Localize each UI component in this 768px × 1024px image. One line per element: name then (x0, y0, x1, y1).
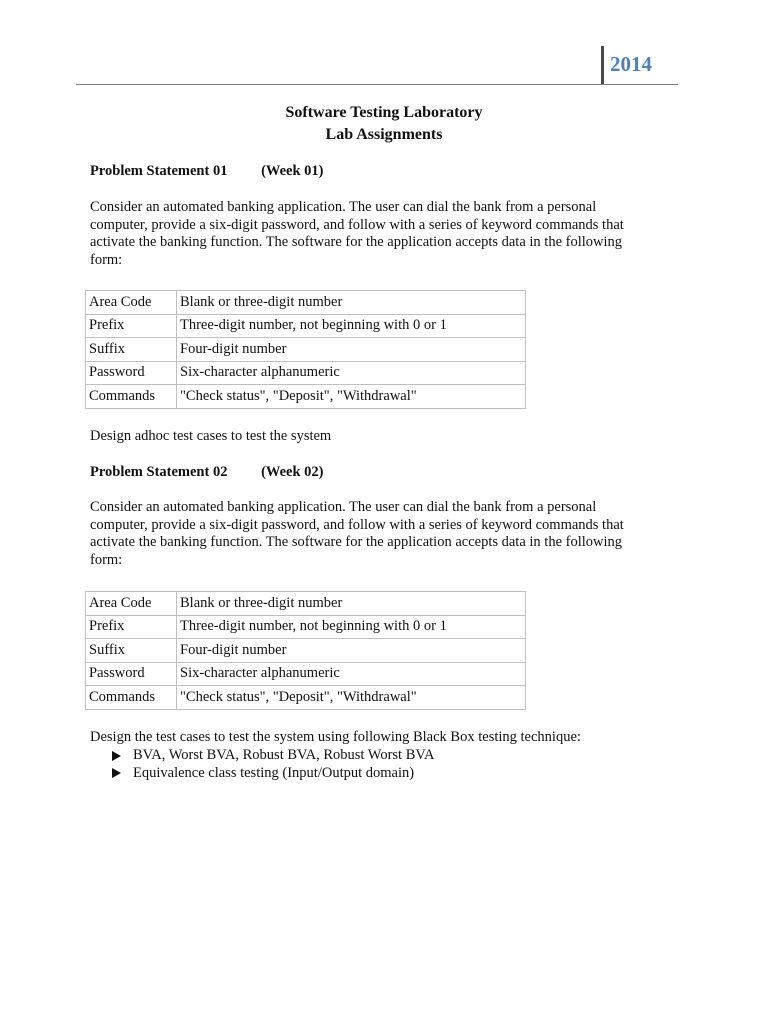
field-name: Suffix (86, 639, 177, 663)
field-value: Three-digit number, not beginning with 0 or 1 (177, 615, 526, 639)
list-item-text: Equivalence class testing (Input/Output domain) (133, 764, 415, 781)
input-spec-table (85, 591, 526, 710)
field-value: Blank or three-digit number (177, 592, 526, 616)
problem-heading (90, 163, 324, 180)
field-value: Blank or three-digit number (177, 291, 526, 315)
field-value: "Check status", "Deposit", "Withdrawal" (177, 385, 526, 409)
field-name: Suffix (86, 338, 177, 362)
document-title: Software Testing Laboratory (285, 104, 483, 121)
document-subtitle: Lab Assignments (325, 126, 443, 143)
problem-intro: Consider an automated banking application. The user can dial the bank from a personal computer, provide a six-digit password, and follow with a series of keyword commands that activate the banking function. The software for the application accepts data in the following form: (90, 499, 624, 568)
problem-intro: Consider an automated banking application. The user can dial the bank from a personal computer, provide a six-digit password, and follow with a series of keyword commands that activate the banking function. The software for the application accepts data in the following form: (90, 199, 624, 268)
field-name: Password (86, 361, 177, 385)
field-name: Area Code (86, 291, 177, 315)
field-value: Four-digit number (177, 338, 526, 362)
field-name: Commands (86, 686, 177, 710)
header-rule (76, 84, 678, 85)
table-row (86, 361, 526, 385)
problem-heading (90, 464, 324, 481)
table-row (86, 686, 526, 710)
field-value: Six-character alphanumeric (177, 361, 526, 385)
problem-heading-label: Problem Statement 02 (90, 464, 228, 480)
technique-list (112, 747, 434, 782)
field-value: Six-character alphanumeric (177, 662, 526, 686)
field-name: Area Code (86, 592, 177, 616)
problem-week: (Week 01) (261, 163, 324, 179)
field-value: "Check status", "Deposit", "Withdrawal" (177, 686, 526, 710)
field-name: Prefix (86, 314, 177, 338)
field-value: Three-digit number, not beginning with 0 or 1 (177, 314, 526, 338)
problem-heading-label: Problem Statement 01 (90, 163, 228, 179)
field-value: Four-digit number (177, 639, 526, 663)
input-spec-table (85, 290, 526, 409)
header-year: 2014 (610, 52, 652, 76)
arrow-bullet-icon (112, 751, 121, 761)
list-item (112, 765, 434, 783)
field-name: Commands (86, 385, 177, 409)
table-row (86, 385, 526, 409)
problem-task: Design the test cases to test the system using following Black Box testing technique: (90, 729, 581, 745)
table-row (86, 639, 526, 663)
table-row (86, 291, 526, 315)
list-item-text: BVA, Worst BVA, Robust BVA, Robust Worst BVA (133, 747, 435, 763)
problem-week: (Week 02) (261, 464, 324, 480)
field-name: Prefix (86, 615, 177, 639)
table-row (86, 615, 526, 639)
table-row (86, 662, 526, 686)
table-row (86, 338, 526, 362)
table-row (86, 592, 526, 616)
table-row (86, 314, 526, 338)
field-name: Password (86, 662, 177, 686)
list-item (112, 747, 434, 765)
arrow-bullet-icon (112, 768, 121, 778)
problem-task: Design adhoc test cases to test the system (90, 428, 332, 444)
header-vertical-bar (601, 46, 604, 84)
